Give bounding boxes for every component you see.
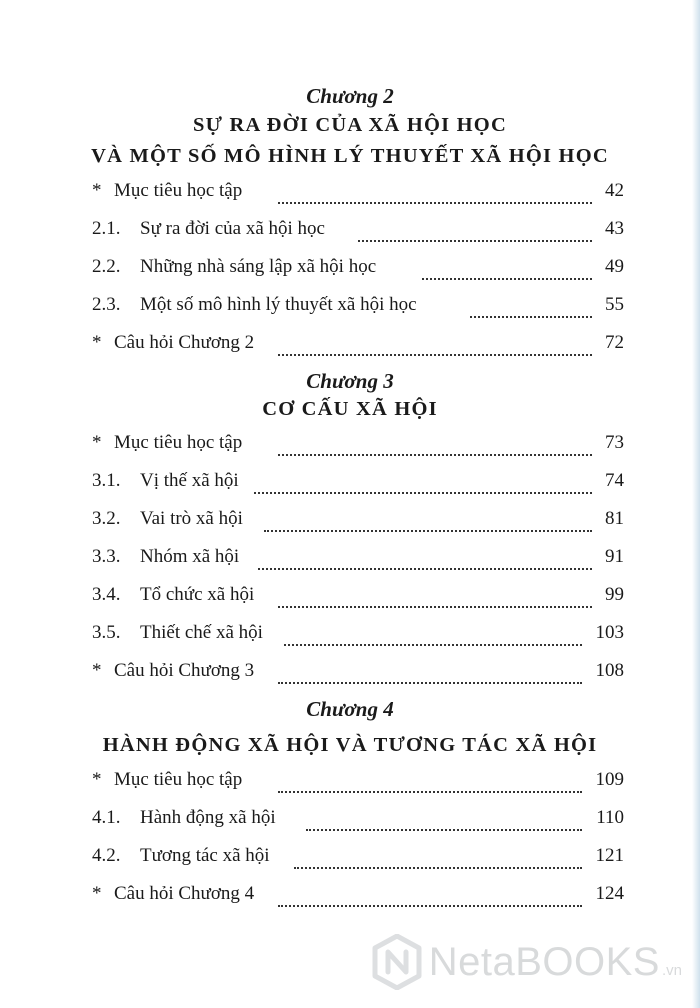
toc-entry-page: 73	[605, 432, 624, 453]
toc-entry-title: Vai trò xã hội	[140, 508, 243, 529]
dot-leader	[278, 682, 582, 684]
dot-leader	[422, 278, 592, 280]
toc-entry-page: 55	[605, 294, 624, 315]
watermark-domain-suffix: .vn	[661, 961, 682, 979]
toc-entry-page: 91	[605, 546, 624, 567]
toc-entry	[88, 845, 624, 873]
dot-leader	[254, 492, 592, 494]
toc-entry	[88, 584, 624, 612]
toc-entry-title: Nhóm xã hội	[140, 546, 240, 567]
netabooks-watermark	[371, 932, 682, 992]
toc-entry-page: 103	[595, 622, 624, 643]
toc-entry	[88, 807, 624, 835]
toc-entry-number: *	[92, 883, 102, 904]
toc-entry-title: Những nhà sáng lập xã hội học	[140, 256, 377, 277]
dot-leader	[278, 354, 592, 356]
toc-entry-number: 3.2.	[92, 508, 121, 529]
chapter-3-title: CƠ CẤU XÃ HỘI	[262, 398, 438, 420]
toc-entry-page: 109	[595, 769, 624, 790]
toc-entry-page: 81	[605, 508, 624, 529]
toc-entry-number: 3.1.	[92, 470, 121, 491]
watermark-brand-text: NetaBOOKS	[428, 939, 660, 984]
toc-entry-page: 99	[605, 584, 624, 605]
toc-entry	[88, 256, 624, 284]
toc-entry	[88, 218, 624, 246]
toc-entry	[88, 546, 624, 574]
toc-entry-number: 2.2.	[92, 256, 121, 277]
toc-entry	[88, 622, 624, 650]
toc-entry-number: *	[92, 769, 102, 790]
dot-leader	[264, 530, 592, 532]
dot-leader	[258, 568, 592, 570]
dot-leader	[294, 867, 582, 869]
toc-entry-title: Mục tiêu học tập	[114, 180, 243, 201]
toc-entry	[88, 769, 624, 797]
toc-entry-number: *	[92, 180, 102, 201]
toc-entry-page: 110	[596, 807, 624, 828]
toc-entry-title: Hành động xã hội	[140, 807, 276, 828]
chapter-4-title: HÀNH ĐỘNG XÃ HỘI VÀ TƯƠNG TÁC XÃ HỘI	[102, 734, 598, 756]
toc-entry	[88, 332, 624, 360]
chapter-4-label: Chương 4	[306, 697, 394, 721]
toc-entry	[88, 294, 624, 322]
toc-entry-number: *	[92, 432, 102, 453]
toc-entry-number: 4.1.	[92, 807, 121, 828]
toc-entry-title: Một số mô hình lý thuyết xã hội học	[140, 294, 417, 315]
chapter-2-title-line-1: SỰ RA ĐỜI CỦA XÃ HỘI HỌC	[193, 114, 507, 136]
dot-leader	[306, 829, 582, 831]
toc-entry	[88, 180, 624, 208]
toc-entry-title: Mục tiêu học tập	[114, 432, 243, 453]
toc-entry-number: *	[92, 332, 102, 353]
toc-entry-number: 4.2.	[92, 845, 121, 866]
dot-leader	[278, 905, 582, 907]
toc-entry-title: Câu hỏi Chương 2	[114, 332, 255, 353]
toc-entry-page: 42	[605, 180, 624, 201]
toc-entry-title: Sự ra đời của xã hội học	[140, 218, 325, 239]
dot-leader	[278, 606, 592, 608]
chapter-3-label: Chương 3	[306, 369, 394, 393]
dot-leader	[284, 644, 582, 646]
toc-entry-page: 108	[595, 660, 624, 681]
dot-leader	[278, 791, 582, 793]
toc-entry-page: 72	[605, 332, 624, 353]
toc-entry-number: 3.3.	[92, 546, 121, 567]
toc-entry-title: Câu hỏi Chương 4	[114, 883, 255, 904]
toc-entry-title: Tổ chức xã hội	[140, 584, 255, 605]
toc-entry-number: *	[92, 660, 102, 681]
toc-entry-page: 121	[595, 845, 624, 866]
toc-entry-title: Câu hỏi Chương 3	[114, 660, 255, 681]
n-logo-icon	[371, 934, 423, 990]
toc-entry-page: 49	[605, 256, 624, 277]
toc-entry-number: 3.4.	[92, 584, 121, 605]
toc-entry	[88, 508, 624, 536]
toc-entry-page: 124	[595, 883, 624, 904]
toc-entry-page: 74	[605, 470, 624, 491]
toc-entry-title: Thiết chế xã hội	[140, 622, 263, 643]
toc-entry-number: 3.5.	[92, 622, 121, 643]
toc-entry-title: Vị thế xã hội	[140, 470, 239, 491]
dot-leader	[470, 316, 592, 318]
toc-entry-page: 43	[605, 218, 624, 239]
chapter-2-label: Chương 2	[306, 84, 394, 108]
toc-entry	[88, 432, 624, 460]
dot-leader	[358, 240, 592, 242]
toc-entry	[88, 883, 624, 911]
toc-entry-number: 2.1.	[92, 218, 121, 239]
toc-entry-title: Tương tác xã hội	[140, 845, 270, 866]
toc-entry-title: Mục tiêu học tập	[114, 769, 243, 790]
toc-entry	[88, 660, 624, 688]
chapter-2-title-line-2: VÀ MỘT SỐ MÔ HÌNH LÝ THUYẾT XÃ HỘI HỌC	[91, 145, 609, 167]
toc-entry	[88, 470, 624, 498]
toc-entry-number: 2.3.	[92, 294, 121, 315]
dot-leader	[278, 454, 592, 456]
dot-leader	[278, 202, 592, 204]
